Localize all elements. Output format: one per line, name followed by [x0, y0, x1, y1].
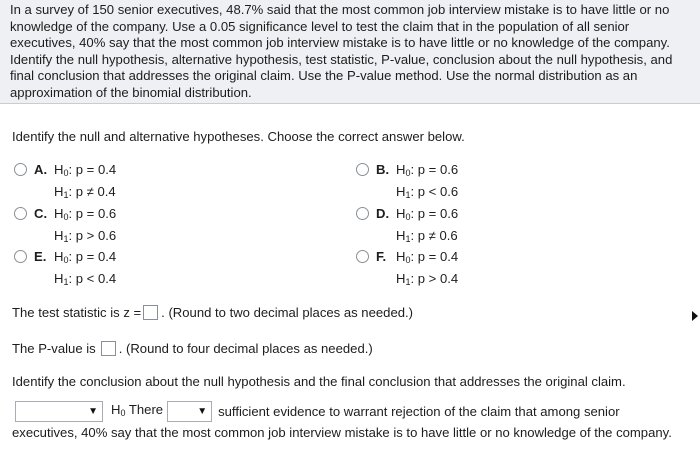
- choice-c[interactable]: [14, 205, 116, 248]
- conclusion-prompt: Identify the conclusion about the null hypothesis and the final conclusion that addresses the original claim.: [12, 374, 626, 389]
- p-value-row: [12, 341, 373, 356]
- p-value-hint: . (Round to four decimal places as needed.): [118, 341, 373, 356]
- test-statistic-label: The test statistic is z =: [12, 305, 142, 320]
- alternative-hypothesis: $H_1$: p ≠ 0.6: [396, 227, 458, 244]
- p-value-label: The P-value is: [12, 341, 96, 356]
- conclusion-line-1: [12, 401, 672, 422]
- choice-d[interactable]: [356, 205, 458, 248]
- question-text: In a survey of 150 senior executives, 48.7% said that the most common job interview mistake is to have little or no knowledge of the company. Use a 0.05 significance level to test the claim that in the population of all senior executives, 40% say that the most common job interview mistake is to have little or no knowledge of the company. Identify the null hypothesis, alternative hypothesis, test statistic, P-value, conclusion about the null hypothesis, and final conclusion that addresses the original claim. Use the P-value method. Use the normal distribution as an approximation of the binomial distribution.: [10, 2, 673, 100]
- choice-f[interactable]: [356, 248, 458, 291]
- hypothesis-pair: [54, 248, 116, 291]
- alternative-hypothesis: $H_1$: p < 0.6: [396, 183, 459, 200]
- null-hypothesis: $H_0$: p = 0.6: [396, 206, 459, 222]
- conclusion-h0-label: $H_0$ There: [111, 402, 164, 418]
- choice-letter: A.: [34, 162, 48, 177]
- choice-a[interactable]: [14, 161, 116, 204]
- null-decision-dropdown[interactable]: [15, 401, 103, 422]
- null-hypothesis: $H_0$: p = 0.6: [396, 162, 459, 178]
- choice-b[interactable]: [356, 161, 458, 204]
- radio-button[interactable]: [356, 207, 369, 220]
- dropdown-caret-icon: ▼: [197, 405, 208, 417]
- choice-e[interactable]: [14, 248, 116, 291]
- choice-letter: C.: [34, 206, 48, 221]
- test-statistic-row: [12, 305, 413, 320]
- next-arrow-icon[interactable]: [692, 311, 698, 321]
- null-hypothesis: $H_0$: p = 0.4: [54, 162, 117, 178]
- radio-button[interactable]: [356, 163, 369, 176]
- radio-button[interactable]: [14, 207, 27, 220]
- test-statistic-hint: . (Round to two decimal places as needed.): [161, 305, 414, 320]
- choice-letter: E.: [34, 249, 47, 264]
- test-statistic-input[interactable]: [143, 305, 158, 320]
- choice-letter: F.: [376, 249, 387, 264]
- conclusion-line-2: executives, 40% say that the most common job interview mistake is to have little or no knowledge of the company.: [12, 425, 672, 440]
- radio-button[interactable]: [14, 250, 27, 263]
- null-hypothesis: $H_0$: p = 0.4: [54, 249, 117, 265]
- hypothesis-pair: [396, 205, 458, 248]
- alternative-hypothesis: $H_1$: p ≠ 0.4: [54, 183, 116, 200]
- radio-button[interactable]: [356, 250, 369, 263]
- hypothesis-pair: [396, 248, 458, 291]
- choice-letter: D.: [376, 206, 390, 221]
- hypothesis-pair: [54, 161, 116, 204]
- radio-button[interactable]: [14, 163, 27, 176]
- evidence-dropdown[interactable]: [167, 401, 212, 422]
- dropdown-caret-icon: ▼: [88, 405, 98, 417]
- alternative-hypothesis: $H_1$: p < 0.4: [54, 270, 117, 287]
- alternative-hypothesis: $H_1$: p > 0.6: [54, 227, 117, 244]
- choice-letter: B.: [376, 162, 390, 177]
- conclusion-tail-text: sufficient evidence to warrant rejection of the claim that among senior: [218, 403, 620, 419]
- null-hypothesis: $H_0$: p = 0.6: [54, 206, 117, 222]
- p-value-input[interactable]: [101, 341, 116, 356]
- hypothesis-pair: [54, 205, 116, 248]
- conclusion-block: [12, 401, 672, 442]
- null-hypothesis: $H_0$: p = 0.4: [396, 249, 459, 265]
- question-panel: [0, 0, 700, 104]
- alternative-hypothesis: $H_1$: p > 0.4: [396, 270, 459, 287]
- hypothesis-pair: [396, 161, 458, 204]
- hypotheses-prompt: Identify the null and alternative hypotheses. Choose the correct answer below.: [12, 129, 465, 144]
